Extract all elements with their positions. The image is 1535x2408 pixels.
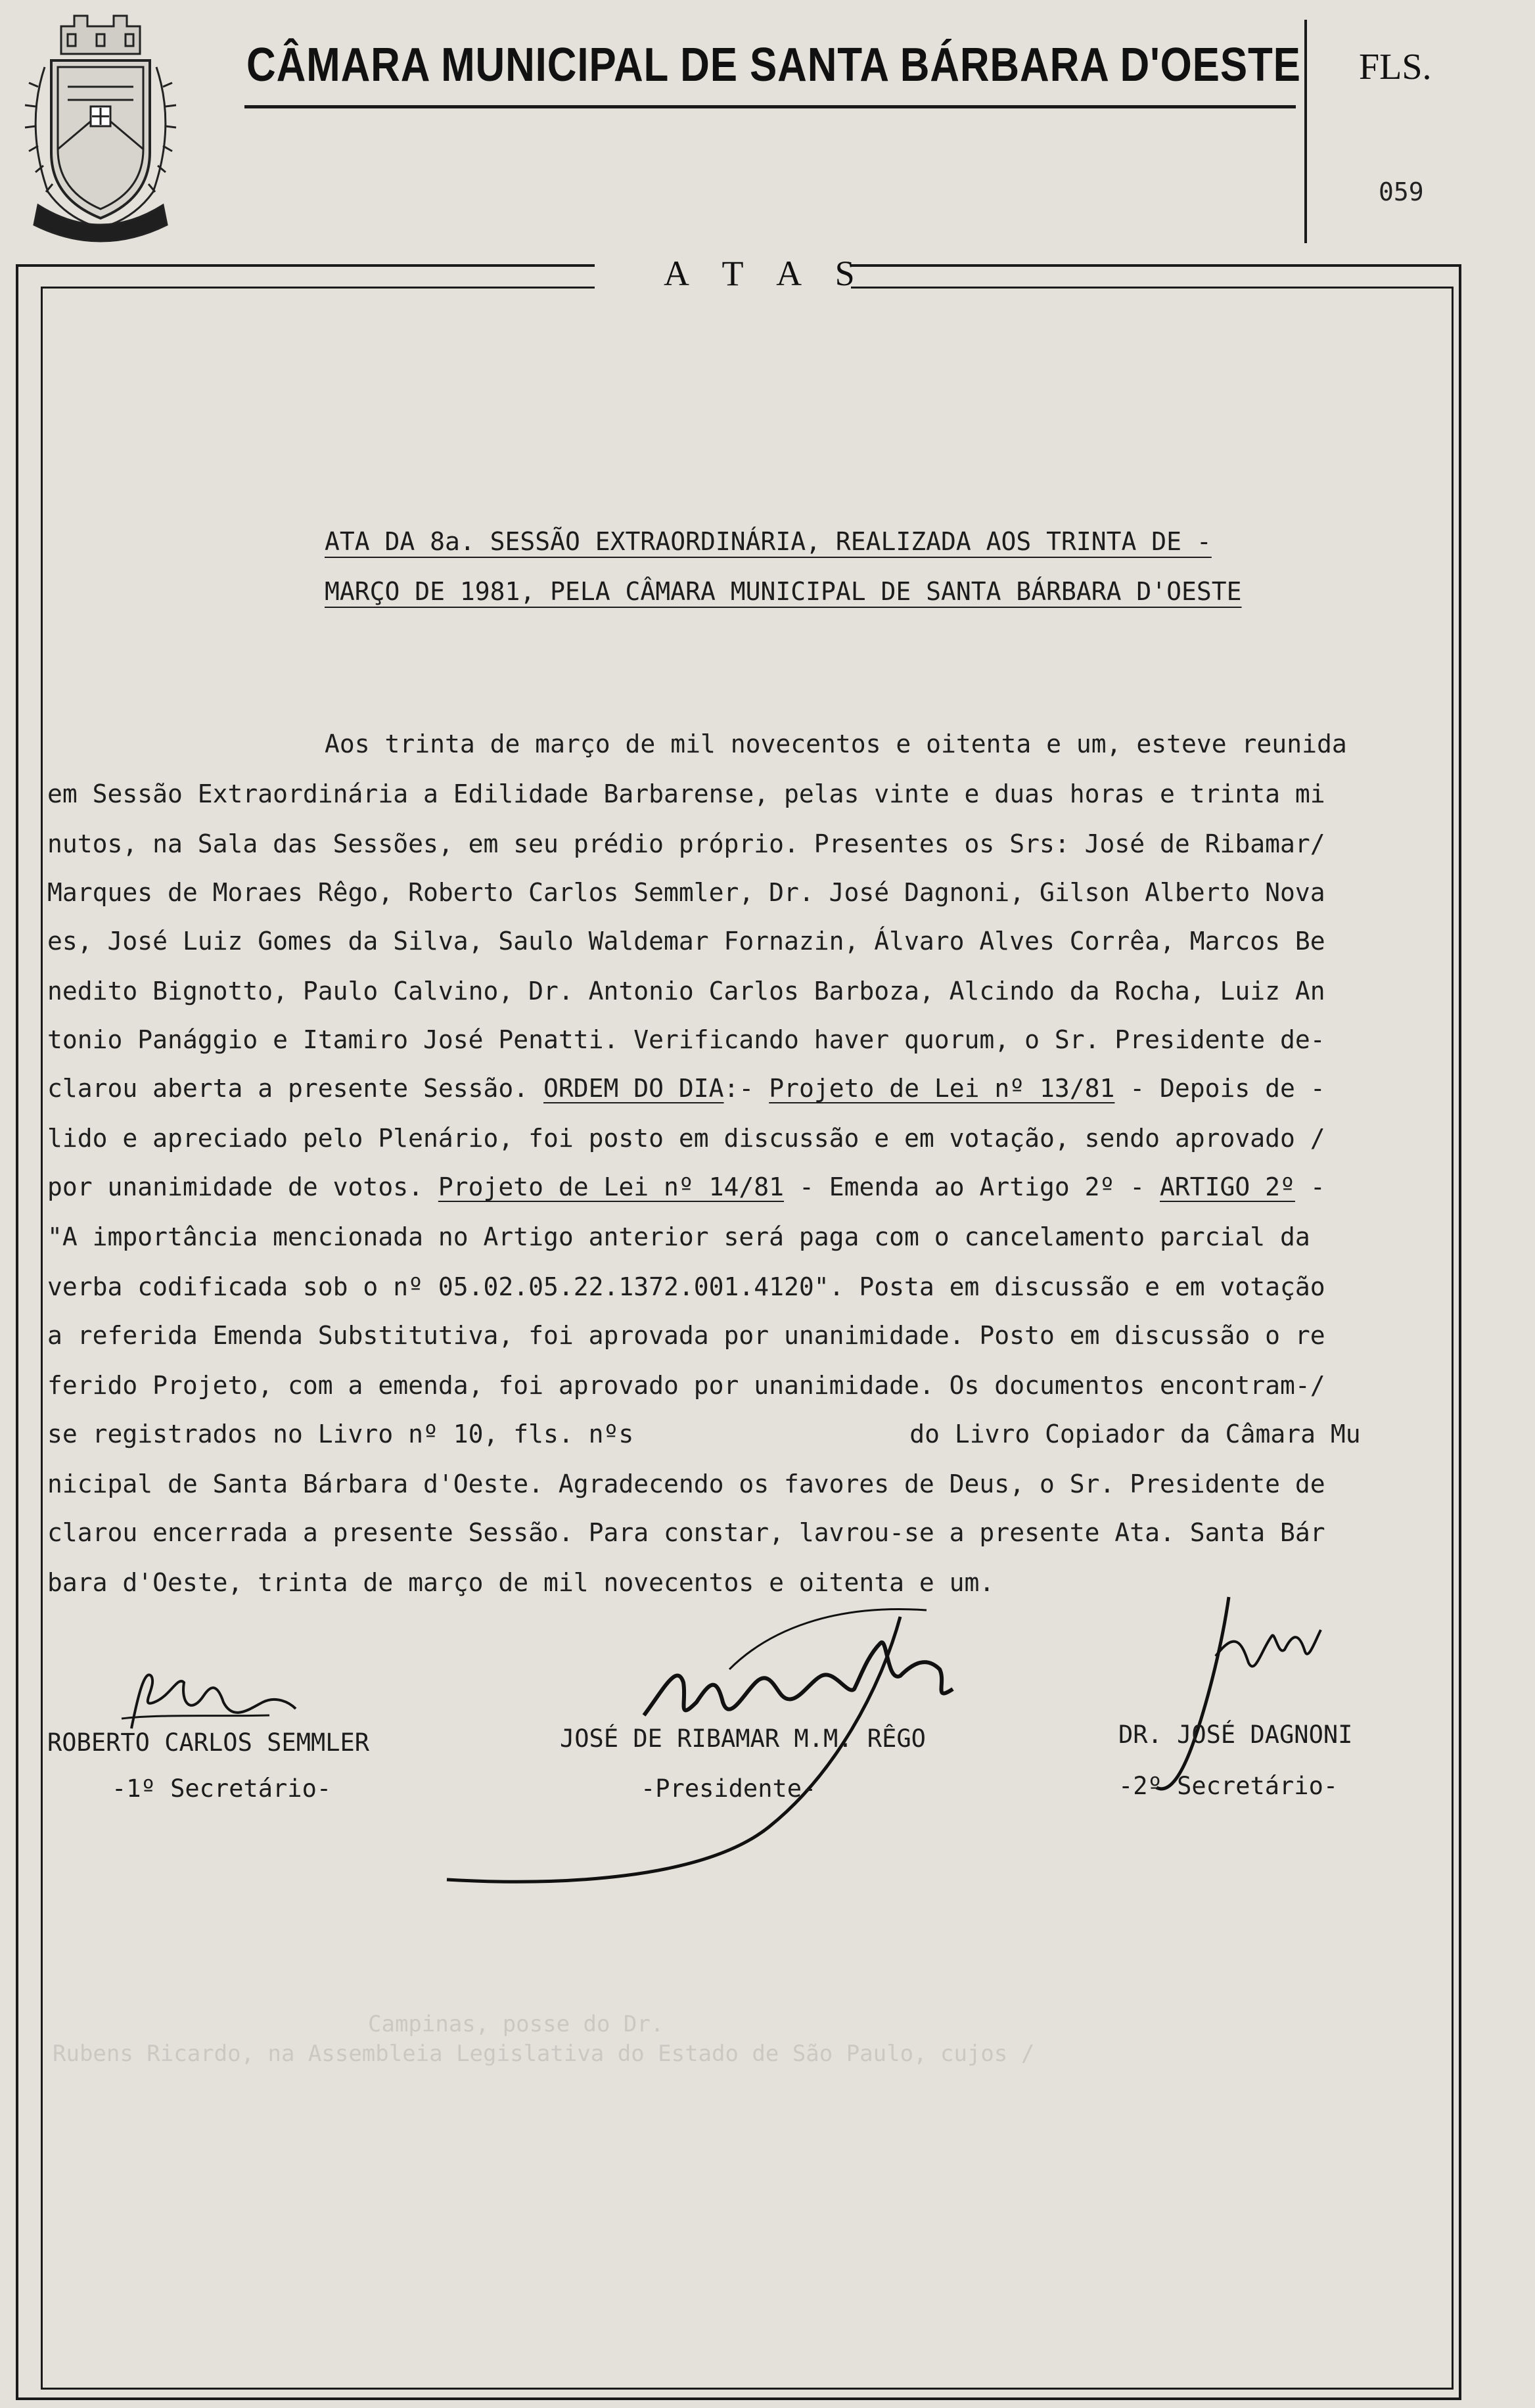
body-line: tonio Panággio e Itamiro José Penatti. Verificando haver quorum, o Sr. Presidente de- xyxy=(47,1025,1325,1054)
president-name: JOSÉ DE RIBAMAR M.M. RÊGO xyxy=(560,1725,926,1753)
president-role: -Presidente- xyxy=(641,1774,817,1803)
article-reference: ARTIGO 2º xyxy=(1160,1172,1295,1201)
body-text: do Livro Copiador da Câmara Mu xyxy=(909,1420,1361,1448)
body-text: - Emenda ao Artigo 2º - xyxy=(798,1172,1145,1201)
institution-name: CÂMARA MUNICIPAL DE SANTA BÁRBARA D'OESTE xyxy=(246,39,1301,91)
body-line: lido e apreciado pelo Plenário, foi posto em discussão e em votação, sendo aprovado / xyxy=(47,1124,1325,1153)
body-text: - xyxy=(1310,1172,1325,1201)
body-line: nicipal de Santa Bárbara d'Oeste. Agradecendo os favores de Deus, o Sr. Presidente de xyxy=(47,1470,1325,1498)
secretary-2-role: -2º Secretário- xyxy=(1118,1772,1339,1800)
body-line xyxy=(47,1172,1325,1201)
secretary-1-name: ROBERTO CARLOS SEMMLER xyxy=(47,1728,370,1757)
body-line: clarou aberta a presente Sessão. ORDEM DO DIA:- Projeto de Lei nº 13/81 - Depois de - xyxy=(47,1074,1325,1103)
body-line: "A importância mencionada no Artigo anterior será paga com o cancelamento parcial da xyxy=(47,1222,1310,1251)
body-line xyxy=(47,1420,1361,1448)
body-line: nedito Bignotto, Paulo Calvino, Dr. Antonio Carlos Barboza, Alcindo da Rocha, Luiz An xyxy=(47,977,1325,1006)
body-line: em Sessão Extraordinária a Edilidade Barbarense, pelas vinte e duas horas e trinta mi xyxy=(47,779,1325,808)
folio-number: 059 xyxy=(1379,177,1424,206)
body-line: Aos trinta de março de mil novecentos e oitenta e um, esteve reunida xyxy=(325,729,1347,758)
body-text: por unanimidade de votos. xyxy=(47,1172,423,1201)
section-title: A T A S xyxy=(664,254,868,293)
bill-reference: Projeto de Lei nº 13/81 xyxy=(769,1074,1115,1103)
body-line: verba codificada sob o nº 05.02.05.22.1372.001.4120". Posta em discussão e em votação xyxy=(47,1272,1325,1301)
body-line: Marques de Moraes Rêgo, Roberto Carlos Semmler, Dr. José Dagnoni, Gilson Alberto Nova xyxy=(47,878,1325,907)
body-line: clarou encerrada a presente Sessão. Para constar, lavrou-se a presente Ata. Santa Bár xyxy=(47,1518,1325,1547)
header-vertical-divider xyxy=(1304,20,1307,243)
body-text: clarou aberta a presente Sessão. xyxy=(47,1074,529,1103)
folio-label: FLS. xyxy=(1359,47,1432,87)
municipal-crest-emblem xyxy=(12,8,189,244)
header-divider xyxy=(244,105,1296,108)
body-line: nutos, na Sala das Sessões, em seu prédio próprio. Presentes os Srs: José de Ribamar/ xyxy=(47,829,1325,858)
body-line: bara d'Oeste, trinta de março de mil novecentos e oitenta e um. xyxy=(47,1568,995,1597)
order-of-day-label: ORDEM DO DIA xyxy=(543,1074,724,1103)
minutes-heading-line-1: ATA DA 8a. SESSÃO EXTRAORDINÁRIA, REALIZADA AOS TRINTA DE - xyxy=(325,527,1212,556)
secretary-1-role: -1º Secretário- xyxy=(112,1774,332,1803)
body-text: se registrados no Livro nº 10, fls. nºs xyxy=(47,1420,634,1448)
body-line: a referida Emenda Substitutiva, foi aprovada por unanimidade. Posto em discussão o re xyxy=(47,1321,1325,1350)
body-line: ferido Projeto, com a emenda, foi aprovado por unanimidade. Os documentos encontram-/ xyxy=(47,1371,1325,1400)
secretary-2-name: DR. JOSÉ DAGNONI xyxy=(1118,1721,1353,1749)
bill-reference: Projeto de Lei nº 14/81 xyxy=(438,1172,785,1201)
body-line: es, José Luiz Gomes da Silva, Saulo Waldemar Fornazin, Álvaro Alves Corrêa, Marcos Be xyxy=(47,927,1325,956)
body-text: - Depois de - xyxy=(1130,1074,1325,1103)
minutes-heading-line-2: MARÇO DE 1981, PELA CÂMARA MUNICIPAL DE SANTA BÁRBARA D'OESTE xyxy=(325,577,1242,606)
